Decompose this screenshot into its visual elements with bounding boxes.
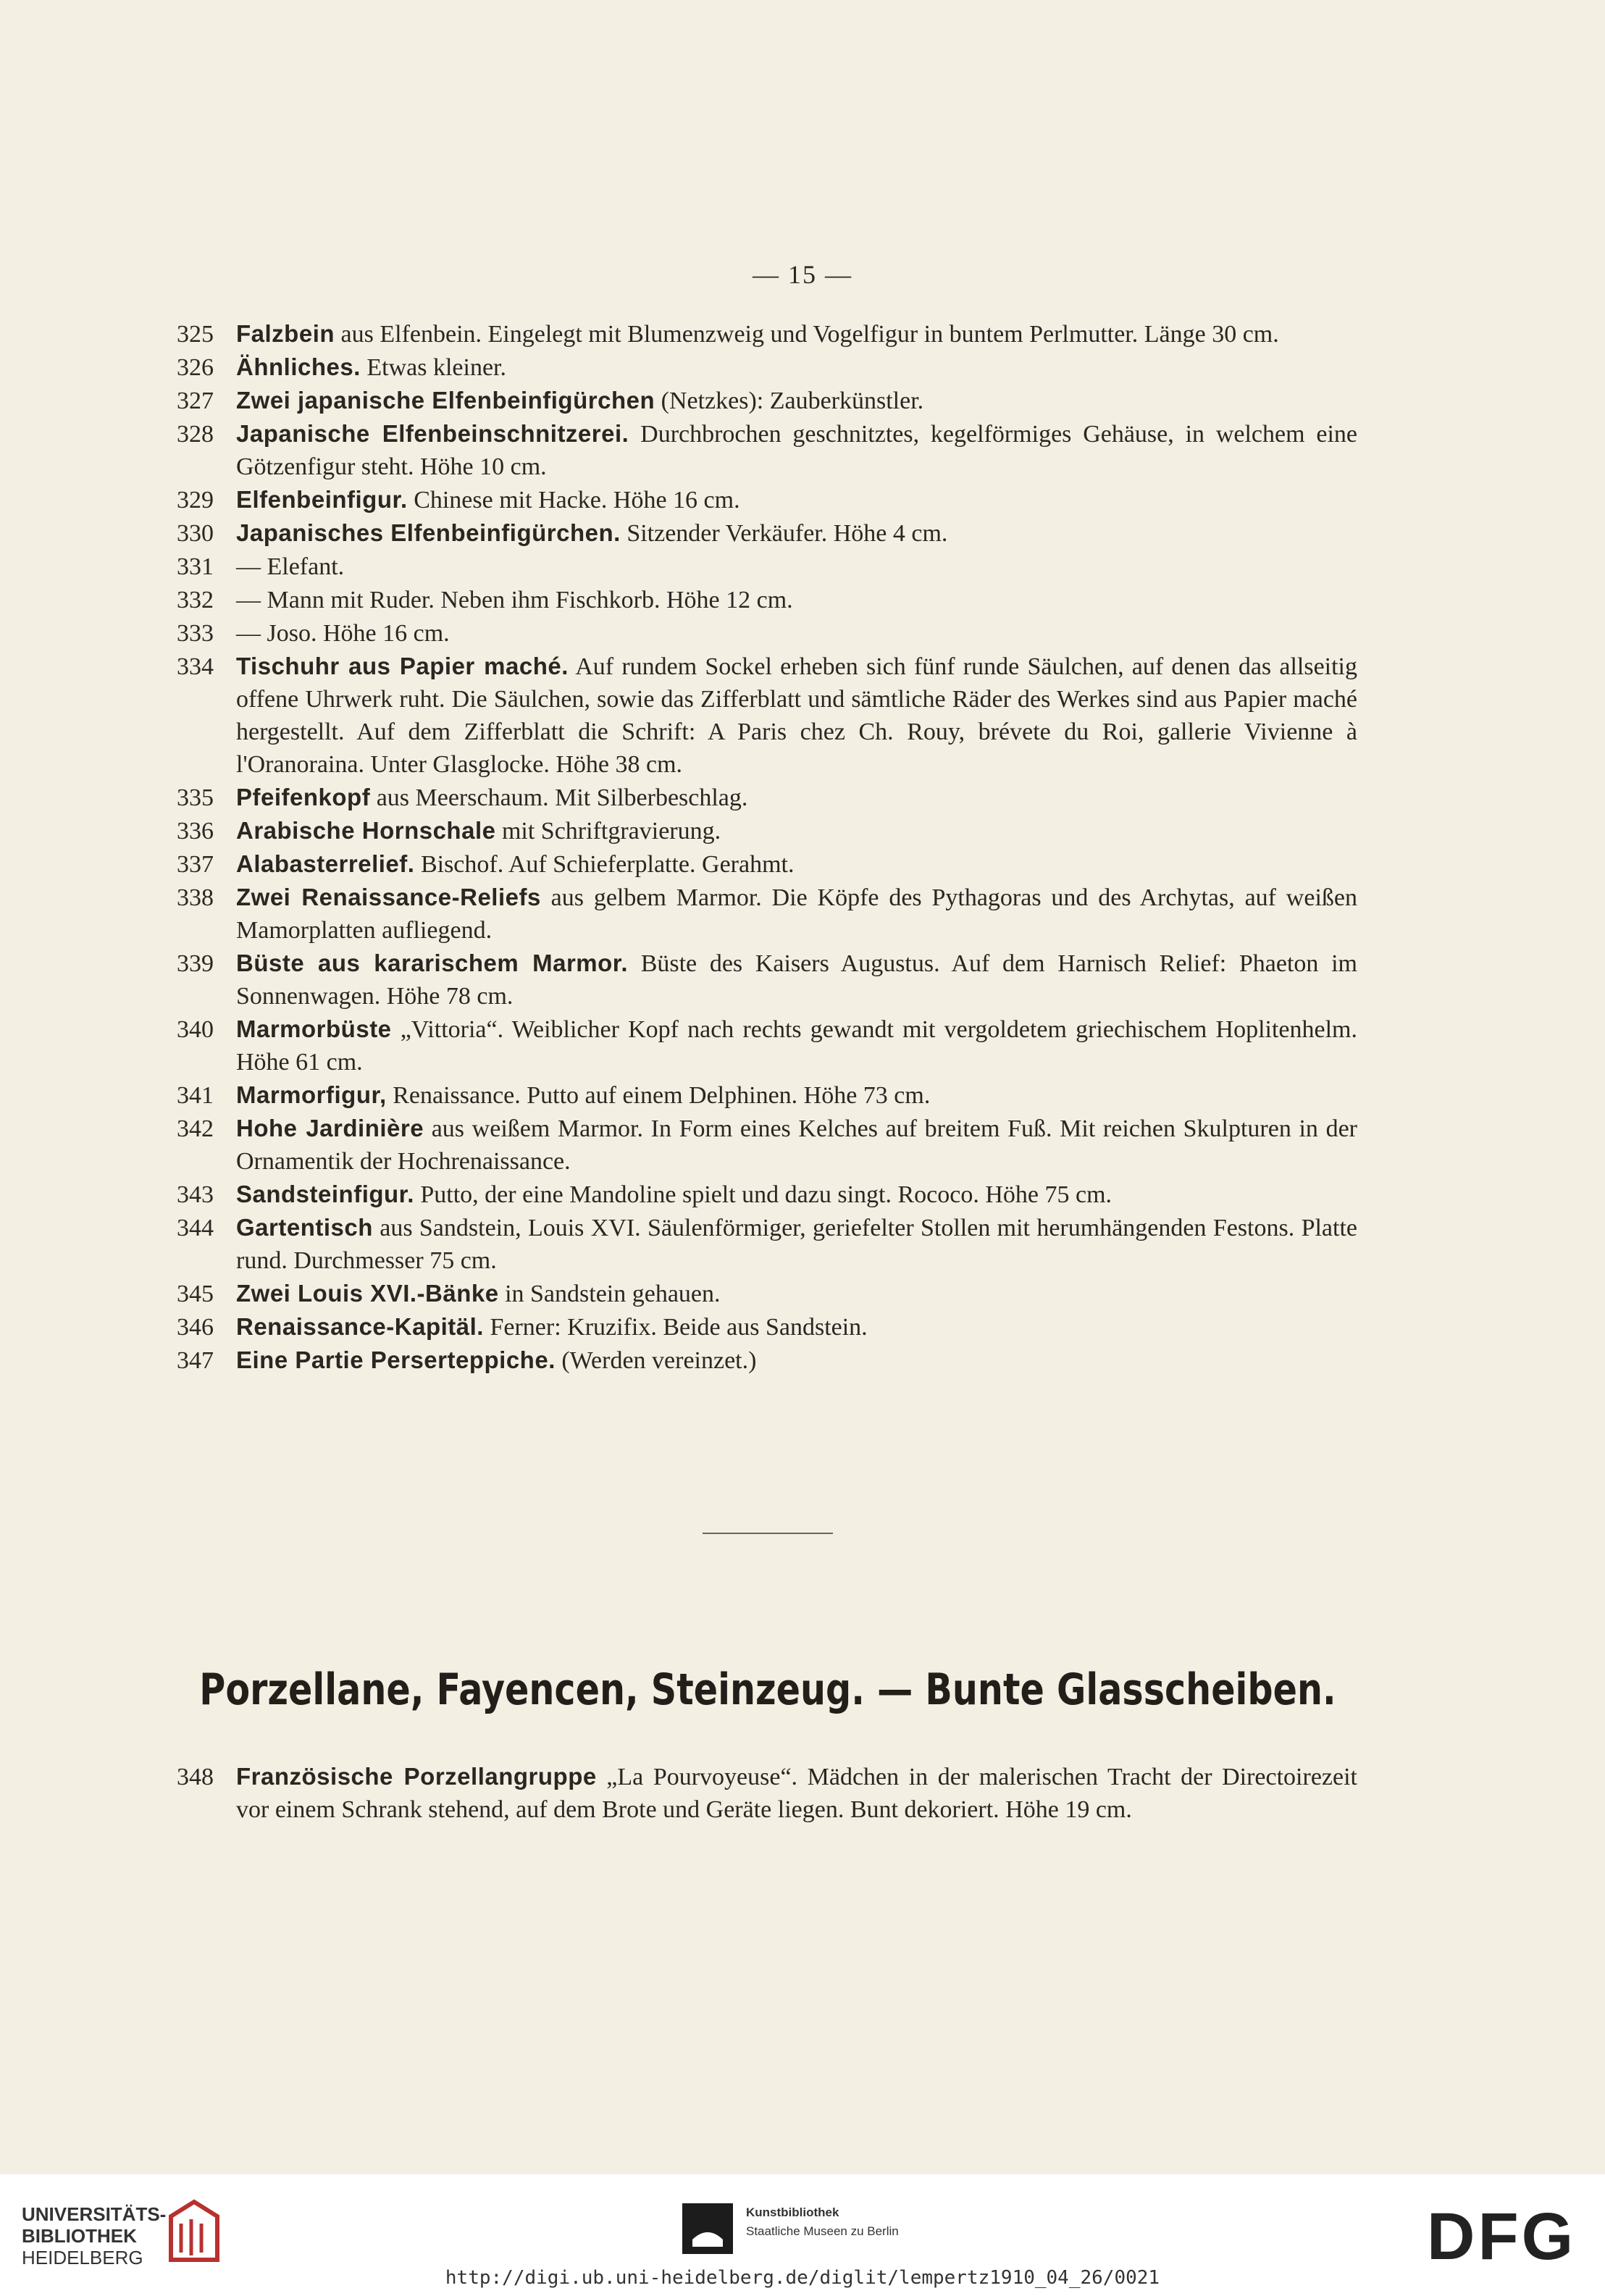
kb-line: Staatliche Museen zu Berlin bbox=[746, 2224, 899, 2238]
entry-text: mit Schriftgravierung. bbox=[495, 818, 721, 845]
entry-text: Putto, der eine Mandoline spielt und dazu singt. Rococo. Höhe 75 cm. bbox=[414, 1181, 1112, 1208]
entry-number: 343 bbox=[177, 1181, 214, 1208]
entry-text: aus gelbem Marmor. Die Köpfe des Pythagoras und des Archytas, auf weißen Mamorplatten aufliegend. bbox=[236, 884, 1357, 944]
entry-number: 347 bbox=[177, 1347, 214, 1374]
entry-text: aus Sandstein, Louis XVI. Säulenförmiger, geriefelter Stollen mit herumhängenden Festons. Platte rund. Durchmesser 75 cm. bbox=[236, 1215, 1357, 1274]
entry-lead: Zwei Louis XVI.-Bänke bbox=[236, 1280, 499, 1307]
entry-lead: Japanische Elfenbeinschnitzerei. bbox=[236, 420, 629, 447]
page-number: — 15 — bbox=[753, 260, 852, 289]
entry-lead: Pfeifenkopf bbox=[236, 784, 371, 810]
entry-text: Etwas kleiner. bbox=[360, 354, 506, 381]
entry-lead: Japanisches Elfenbeinfigürchen. bbox=[236, 519, 621, 546]
catalog-entry bbox=[177, 1277, 1357, 1310]
catalog-entry bbox=[177, 650, 1357, 781]
entry-body bbox=[236, 947, 1357, 1013]
entry-number: 328 bbox=[177, 421, 214, 448]
entry-body bbox=[236, 1760, 1357, 1826]
kunstbibliothek-logo-icon bbox=[682, 2203, 733, 2254]
catalog-entry bbox=[177, 881, 1357, 947]
entry-lead: Tischuhr aus Papier maché. bbox=[236, 653, 569, 679]
entry-body bbox=[236, 1277, 1357, 1310]
entry-body bbox=[236, 1310, 1357, 1344]
entry-number: 333 bbox=[177, 620, 214, 647]
entry-lead: Gartentisch bbox=[236, 1214, 373, 1241]
entry-lead: Falzbein bbox=[236, 320, 335, 347]
entry-body bbox=[236, 847, 1357, 881]
entry-lead: Hohe Jardinière bbox=[236, 1115, 424, 1141]
catalog-entry bbox=[177, 550, 1357, 583]
entry-number: 336 bbox=[177, 818, 214, 845]
entry-text: — Elefant. bbox=[236, 553, 345, 580]
catalog-entry bbox=[177, 781, 1357, 814]
entry-body bbox=[236, 881, 1357, 947]
entry-number: 325 bbox=[177, 321, 214, 348]
uni-logo-line: HEIDELBERG bbox=[22, 2247, 143, 2268]
catalog-entry bbox=[177, 1760, 1357, 1826]
entry-body bbox=[236, 583, 1357, 616]
catalog-entry bbox=[177, 1344, 1357, 1377]
entry-text: — Joso. Höhe 16 cm. bbox=[236, 620, 450, 647]
entry-number: 331 bbox=[177, 553, 214, 580]
entry-text: Ferner: Kruzifix. Beide aus Sandstein. bbox=[483, 1314, 868, 1341]
catalog-entry bbox=[177, 847, 1357, 881]
entry-body bbox=[236, 384, 1357, 417]
entry-text: aus Meerschaum. Mit Silberbeschlag. bbox=[370, 784, 748, 811]
entry-lead: Zwei japanische Elfenbeinfigürchen bbox=[236, 387, 655, 414]
catalog-entry bbox=[177, 947, 1357, 1013]
section-heading: Porzellane, Fayencen, Steinzeug. — Bunte Glasscheiben. bbox=[199, 1664, 1336, 1715]
entry-number: 346 bbox=[177, 1314, 214, 1341]
entry-number: 342 bbox=[177, 1115, 214, 1142]
entry-text: Auf rundem Sockel erheben sich fünf runde Säulchen, auf denen das allseitig offene Uhrwerk ruht. Die Säulchen, sowie das Zifferblatt und sämtliche Räder des Werkes sind aus Papier maché hergestellt. Auf dem Zifferblatt die Schrift: A Paris chez Ch. Rouy, brévete du Roi, gallerie Vivienne à l'Oranoraina. Unter Glasglocke. Höhe 38 cm. bbox=[236, 653, 1357, 778]
entry-lead: Elfenbeinfigur. bbox=[236, 486, 408, 513]
entry-body bbox=[236, 351, 1357, 384]
entry-lead: Französische Porzellangruppe bbox=[236, 1763, 597, 1790]
entry-body bbox=[236, 550, 1357, 583]
catalog-entries-section-2 bbox=[177, 1760, 1357, 1826]
entry-text: aus Elfenbein. Eingelegt mit Blumenzweig und Vogelfigur in buntem Perlmutter. Länge 30 cm. bbox=[335, 321, 1279, 348]
catalog-entry bbox=[177, 483, 1357, 516]
entry-number: 335 bbox=[177, 784, 214, 811]
university-library-logo[interactable] bbox=[22, 2203, 166, 2268]
catalog-entry bbox=[177, 1112, 1357, 1178]
entry-text: (Netzkes): Zauberkünstler. bbox=[655, 387, 924, 414]
entry-lead: Renaissance-Kapitäl. bbox=[236, 1313, 484, 1340]
entry-text: Renaissance. Putto auf einem Delphinen. Höhe 73 cm. bbox=[386, 1082, 931, 1109]
entry-number: 330 bbox=[177, 520, 214, 547]
entry-number: 348 bbox=[177, 1764, 214, 1790]
catalog-entry bbox=[177, 417, 1357, 483]
catalog-entry bbox=[177, 1310, 1357, 1344]
uni-logo-line: BIBLIOTHEK bbox=[22, 2225, 137, 2247]
entry-lead: Sandsteinfigur. bbox=[236, 1181, 414, 1207]
entry-text: Büste des Kaisers Augustus. Auf dem Harnisch Relief: Phaeton im Sonnenwagen. Höhe 78 cm. bbox=[236, 950, 1358, 1010]
catalog-entry bbox=[177, 516, 1357, 550]
entry-text: Sitzender Verkäufer. Höhe 4 cm. bbox=[620, 520, 948, 547]
entry-body bbox=[236, 417, 1357, 483]
entry-text: „Vittoria“. Weiblicher Kopf nach rechts gewandt mit vergoldetem griechischem Hoplitenhelm. Höhe 61 cm. bbox=[236, 1016, 1357, 1076]
entry-lead: Büste aus kararischem Marmor. bbox=[236, 950, 628, 976]
catalog-entry bbox=[177, 1211, 1357, 1277]
catalog-entry bbox=[177, 317, 1357, 351]
catalog-entry bbox=[177, 384, 1357, 417]
kb-line: Kunstbibliothek bbox=[746, 2205, 839, 2219]
catalog-entry bbox=[177, 814, 1357, 847]
kunstbibliothek-text bbox=[746, 2203, 899, 2241]
entry-body bbox=[236, 1013, 1357, 1078]
entry-body bbox=[236, 616, 1357, 650]
entry-lead: Ähnliches. bbox=[236, 353, 361, 380]
entry-number: 338 bbox=[177, 884, 214, 911]
entry-number: 327 bbox=[177, 387, 214, 414]
entry-body bbox=[236, 1078, 1357, 1112]
entry-body bbox=[236, 1178, 1357, 1211]
entry-body bbox=[236, 317, 1357, 351]
entry-number: 337 bbox=[177, 851, 214, 878]
entry-lead: Zwei Renaissance-Reliefs bbox=[236, 884, 541, 910]
entry-number: 326 bbox=[177, 354, 214, 381]
entry-text: in Sandstein gehauen. bbox=[498, 1281, 721, 1307]
catalog-entries bbox=[177, 317, 1357, 1377]
section-divider bbox=[703, 1533, 833, 1534]
entry-lead: Alabasterrelief. bbox=[236, 850, 415, 877]
entry-text: — Mann mit Ruder. Neben ihm Fischkorb. Höhe 12 cm. bbox=[236, 587, 793, 613]
entry-number: 345 bbox=[177, 1281, 214, 1307]
entry-lead: Arabische Hornschale bbox=[236, 817, 496, 844]
entry-number: 334 bbox=[177, 653, 214, 680]
entry-lead: Marmorbüste bbox=[236, 1015, 392, 1042]
entry-text: aus weißem Marmor. In Form eines Kelches auf breitem Fuß. Mit reichen Skulpturen in der Ornamentik der Hochrenaissance. bbox=[236, 1115, 1357, 1175]
entry-body bbox=[236, 516, 1357, 550]
entry-text: Bischof. Auf Schieferplatte. Gerahmt. bbox=[414, 851, 795, 878]
entry-number: 340 bbox=[177, 1016, 214, 1043]
catalog-entry bbox=[177, 1178, 1357, 1211]
uni-logo-line: UNIVERSITÄTS- bbox=[22, 2203, 167, 2225]
catalog-entry bbox=[177, 616, 1357, 650]
entry-body bbox=[236, 1211, 1357, 1277]
entry-text: (Werden vereinzet.) bbox=[555, 1347, 757, 1374]
entry-lead: Marmorfigur, bbox=[236, 1081, 387, 1108]
dfg-logo[interactable]: DFG bbox=[1427, 2200, 1577, 2274]
catalog-entry bbox=[177, 583, 1357, 616]
entry-body bbox=[236, 1344, 1357, 1377]
entry-number: 332 bbox=[177, 587, 214, 613]
entry-text: Durchbrochen geschnitztes, kegelförmiges Gehäuse, in welchem eine Götzenfigur steht. Höhe 10 cm. bbox=[236, 421, 1357, 480]
uni-heidelberg-mark-icon bbox=[165, 2195, 223, 2267]
catalog-entry bbox=[177, 351, 1357, 384]
entry-text: „La Pourvoyeuse“. Mädchen in der malerischen Tracht der Directoirezeit vor einem Schrank stehend, auf dem Brote und Geräte liegen. Bunt dekoriert. Höhe 19 cm. bbox=[236, 1764, 1357, 1823]
entry-number: 344 bbox=[177, 1215, 214, 1241]
entry-body bbox=[236, 1112, 1357, 1178]
footer-bar bbox=[0, 2174, 1605, 2296]
entry-body bbox=[236, 781, 1357, 814]
entry-lead: Eine Partie Perserteppiche. bbox=[236, 1346, 556, 1373]
entry-number: 339 bbox=[177, 950, 214, 977]
catalog-entry bbox=[177, 1013, 1357, 1078]
catalog-entry bbox=[177, 1078, 1357, 1112]
entry-body bbox=[236, 483, 1357, 516]
entry-text: Chinese mit Hacke. Höhe 16 cm. bbox=[407, 487, 740, 514]
entry-body bbox=[236, 814, 1357, 847]
entry-number: 329 bbox=[177, 487, 214, 514]
permalink-url[interactable]: http://digi.ub.uni-heidelberg.de/diglit/lempertz1910_04_26/0021 bbox=[445, 2267, 1160, 2289]
entry-body bbox=[236, 650, 1357, 781]
entry-number: 341 bbox=[177, 1082, 214, 1109]
